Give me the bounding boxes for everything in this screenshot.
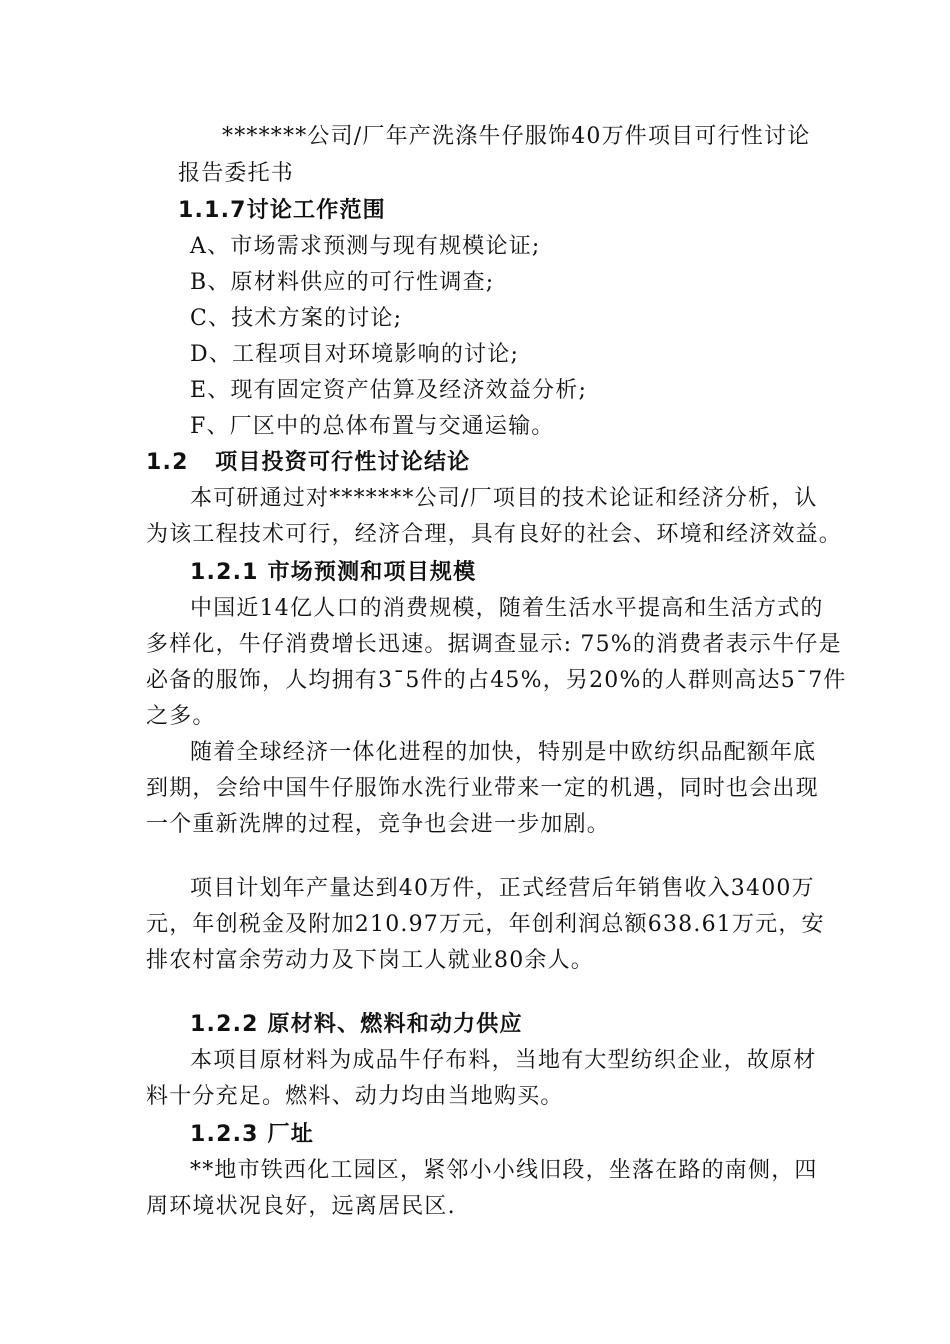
scope-item-b: B、原材料供应的可行性调查;: [190, 270, 495, 295]
paragraph-1-2-1b-line: 一个重新洗牌的过程，竞争也会进一步加剧。: [146, 812, 611, 837]
paragraph-1-2-1a-line: 之多。: [146, 704, 216, 729]
paragraph-1-2-2-line: 本项目原材料为成品牛仔布料，当地有大型纺织企业，故原材: [190, 1048, 817, 1073]
paragraph-1-2-1a-line: 必备的服饰，人均拥有3¯5件的占45%，另20%的人群则高达5¯7件: [146, 668, 847, 693]
paragraph-1-2-line: 为该工程技术可行，经济合理，具有良好的社会、环境和经济效益。: [146, 522, 843, 547]
paragraph-1-2-1b-line: 随着全球经济一体化进程的加快，特别是中欧纺织品配额年底: [190, 740, 817, 765]
heading-1-2-1: 1.2.1 市场预测和项目规模: [190, 560, 477, 585]
paragraph-1-2-3-line: 周环境状况良好，远离居民区.: [146, 1194, 456, 1219]
heading-1-2: 1.2 项目投资可行性讨论结论: [146, 450, 471, 475]
scope-item-d: D、工程项目对环境影响的讨论;: [190, 342, 520, 367]
paragraph-1-2-1c-line: 排农村富余劳动力及下岗工人就业80余人。: [146, 948, 594, 973]
paragraph-1-2-1c-line: 项目计划年产量达到40万件，正式经营后年销售收入3400万: [190, 876, 815, 901]
intro-line-2: 报告委托书: [178, 161, 295, 186]
scope-item-a: A、市场需求预测与现有规模论证;: [190, 234, 541, 259]
paragraph-1-2-1a-line: 多样化，牛仔消费增长迅速。据调查显示: 75%的消费者表示牛仔是: [146, 632, 842, 657]
paragraph-1-2-1c-line: 元，年创税金及附加210.97万元，年创利润总额638.61万元，安: [146, 912, 825, 937]
paragraph-1-2-1b-line: 到期，会给中国牛仔服饰水洗行业带来一定的机遇，同时也会出现: [146, 776, 819, 801]
scope-item-f: F、厂区中的总体布置与交通运输。: [190, 414, 555, 439]
scope-item-c: C、技术方案的讨论;: [190, 306, 403, 331]
paragraph-1-2-1a-line: 中国近14亿人口的消费规模，随着生活水平提高和生活方式的: [190, 596, 824, 621]
intro-line-1: *******公司/厂年产洗涤牛仔服饰40万件项目可行性讨论: [222, 124, 811, 149]
heading-1-1-7: 1.1.7讨论工作范围: [178, 198, 386, 223]
paragraph-1-2-line: 本可研通过对*******公司/厂项目的技术论证和经济分析，认: [190, 486, 818, 511]
heading-1-2-2: 1.2.2 原材料、燃料和动力供应: [190, 1012, 523, 1037]
paragraph-1-2-2-line: 料十分充足。燃料、动力均由当地购买。: [146, 1084, 564, 1109]
heading-1-2-3: 1.2.3 厂址: [190, 1122, 314, 1147]
paragraph-1-2-3-line: **地市铁西化工园区，紧邻小小线旧段，坐落在路的南侧，四: [190, 1158, 818, 1183]
scope-item-e: E、现有固定资产估算及经济效益分析;: [190, 378, 588, 403]
